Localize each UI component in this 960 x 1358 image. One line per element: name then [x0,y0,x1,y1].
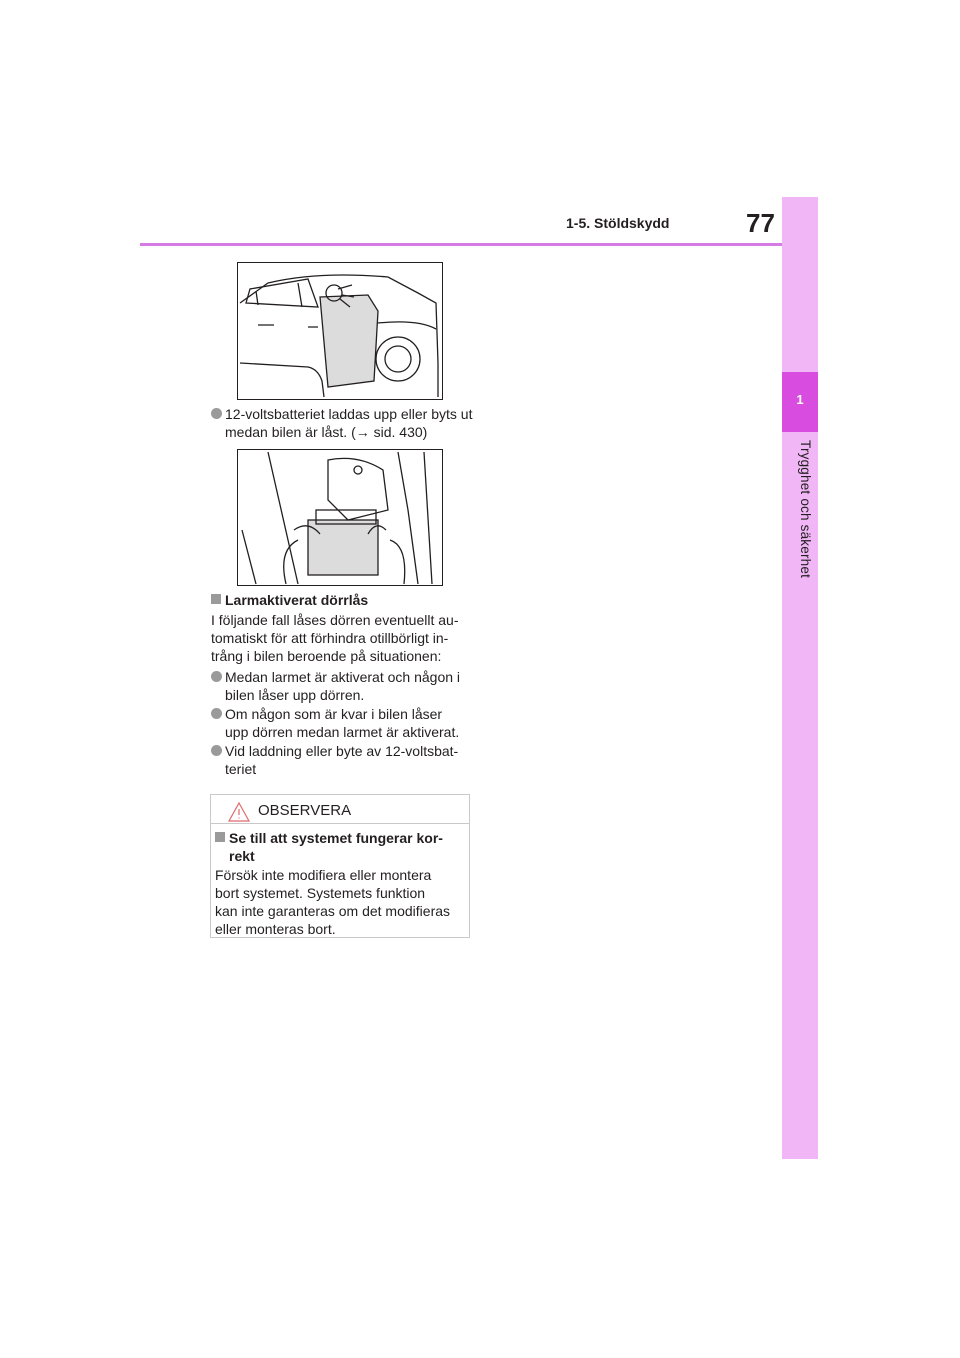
notice-heading-line: Se till att systemet fungerar kor- [229,830,443,846]
battery-illustration [237,449,443,586]
notice-heading-text [229,829,469,865]
bullet-battery [211,405,471,445]
heading-square-icon [215,832,225,842]
paragraph-line: trång i bilen beroende på situationen: [211,648,442,664]
header-divider [140,243,782,246]
chapter-title: Trygghet och säkerhet [798,440,813,579]
bullet-line: bilen låser upp dörren. [225,687,365,703]
chapter-side-tab [782,197,818,1159]
notice-title: OBSERVERA [258,802,352,819]
notice-heading [215,829,467,865]
bullet-line: upp dörren medan larmet är aktiverat. [225,724,460,740]
bullet-dot-icon [211,671,222,682]
bullet-battery-text: 12-voltsbatteriet laddas upp eller byts ut medan bilen är låst. (→ sid. 430) [225,406,473,440]
bullet-text [225,705,473,741]
page-number: 77 [746,208,775,238]
chapter-number: 1 [796,392,804,407]
bullet-dot-icon [211,745,222,756]
warning-icon [227,801,251,828]
notice-heading-line: rekt [229,848,255,864]
car-door-illustration [237,262,443,400]
paragraph-line: tomatiskt för att förhindra otillbörligt in- [211,630,449,646]
section-title: 1-5. Stöldskydd [566,215,670,231]
bullet-dot-icon [211,408,222,419]
bullet-line: teriet [225,761,257,777]
notice-body [215,866,467,938]
notice-body-line: kan inte garanteras om det modifieras [215,903,451,919]
bullet-item [211,705,471,741]
bullet-dot-icon [211,708,222,719]
section-heading [211,591,471,609]
bullet-line: Medan larmet är aktiverat och någon i [225,669,461,685]
heading-square-icon [211,594,221,604]
bullet-line: Om någon som är kvar i bilen låser [225,706,443,722]
bullet-text [225,668,473,704]
bullet-text [225,742,473,778]
bullet-item [211,668,471,704]
notice-body-line: bort systemet. Systemets funktion [215,885,426,901]
notice-body-line: eller monteras bort. [215,921,336,937]
paragraph-line: I följande fall låses dörren eventuellt au- [211,612,459,628]
intro-paragraph [211,611,473,665]
bullet-line: Vid laddning eller byte av 12-voltsbat- [225,743,459,759]
notice-body-line: Försök inte modifiera eller montera [215,867,432,883]
bullet-item [211,742,471,778]
heading-text: Larmaktiverat dörrlås [225,592,369,608]
